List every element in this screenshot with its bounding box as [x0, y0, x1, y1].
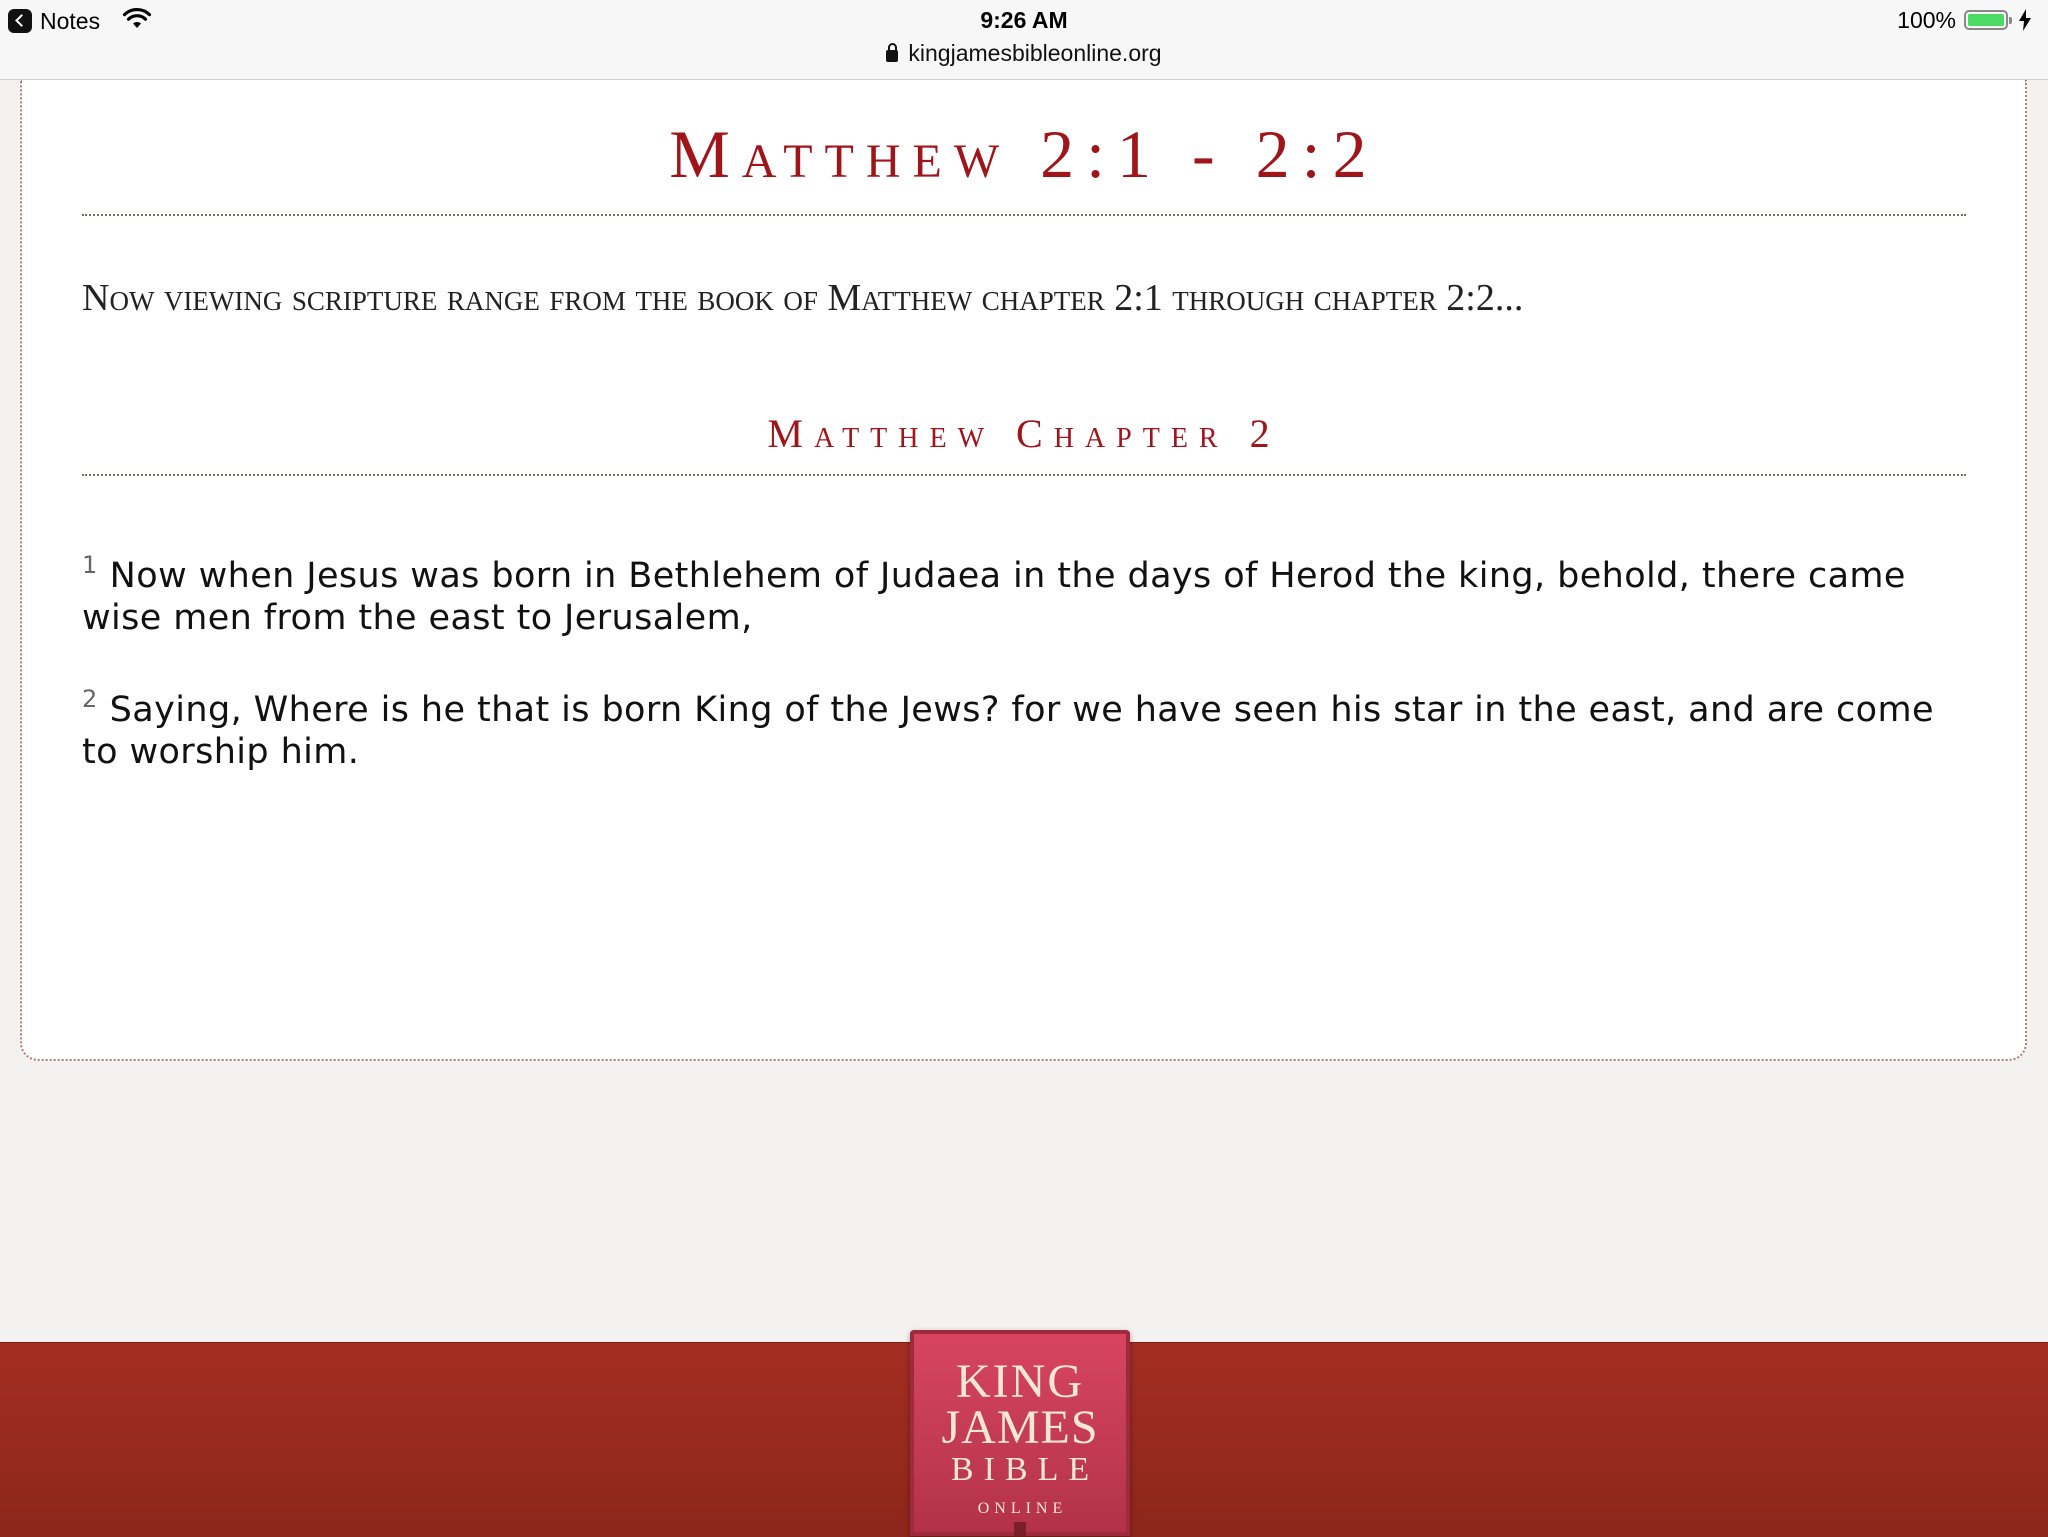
logo-line-bible: BIBLE: [950, 1451, 1100, 1488]
status-time: 9:26 AM: [980, 7, 1068, 33]
title-divider: [82, 214, 1966, 216]
battery-indicator: [1897, 7, 2032, 33]
page-title: Matthew 2:1 - 2:2: [669, 116, 1379, 192]
kjv-online-logo[interactable]: [910, 1330, 1130, 1536]
url-text: kingjamesbibleonline.org: [908, 40, 1162, 66]
lock-icon: [886, 50, 898, 62]
verse-number[interactable]: 2: [82, 685, 98, 713]
chapter-divider: [82, 474, 1966, 476]
logo-line-james: JAMES: [941, 1401, 1099, 1454]
range-description: Now viewing scripture range from the book of Matthew chapter 2:1 through chapter 2:2...: [82, 277, 1524, 319]
charging-bolt-icon: [2018, 9, 2032, 31]
verse: [82, 544, 1966, 639]
status-bar: [0, 0, 2048, 80]
battery-icon: [1964, 10, 2008, 30]
logo-line-online: ONLINE: [977, 1500, 1068, 1517]
verse: [82, 678, 1966, 773]
address-bar[interactable]: [0, 40, 2048, 67]
battery-fill: [1968, 14, 2004, 26]
verse-number[interactable]: 1: [82, 551, 98, 579]
logo-ribbon: [1014, 1522, 1026, 1536]
chapter-heading: Matthew Chapter 2: [767, 411, 1281, 456]
verse-text: Saying, Where is he that is born King of the Jews? for we have seen his star in the east, and are come to worship him.: [82, 690, 1934, 772]
battery-percent: 100%: [1897, 6, 1956, 33]
verse-text: Now when Jesus was born in Bethlehem of Judaea in the days of Herod the king, behold, there came wise men from the east to Jerusalem,: [82, 556, 1906, 638]
back-app-label: Notes: [40, 7, 101, 34]
logo-line-king: KING: [956, 1355, 1084, 1408]
